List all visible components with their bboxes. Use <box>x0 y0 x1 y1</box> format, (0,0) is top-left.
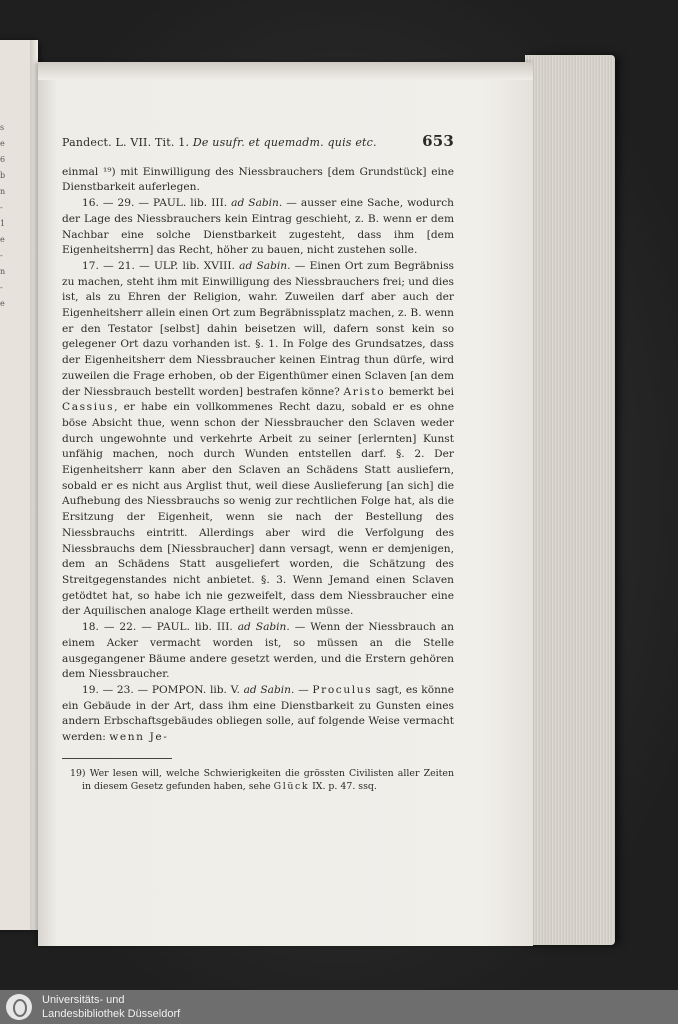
library-logo-icon <box>6 994 32 1020</box>
running-head <box>62 134 454 151</box>
text-run: — <box>294 683 313 696</box>
text-run: ad Sabin. <box>231 197 283 210</box>
paragraph <box>62 683 454 746</box>
library-footer <box>0 990 678 1024</box>
facing-page-mark: n <box>0 267 6 276</box>
facing-page-mark: 1 <box>0 219 6 228</box>
text-run: 19) Wer lesen will, welche Schwierigkeiten die grössten Civilisten aller Zeiten in diesem Gesetz gefunden haben, sehe <box>70 767 454 792</box>
facing-page-mark: e <box>0 139 5 148</box>
facing-page-edge <box>0 40 38 930</box>
footnote <box>62 767 454 793</box>
facing-page-marks <box>0 120 20 312</box>
text-run: , er habe ein vollkommenes Recht dazu, sobald er es ohne böse Absicht thue, wenn schon der Niessbraucher den Sclaven weder durch ungewohnte und verkehrte Arbeit zu seiner [erlernten] Kunst unfähig machen, noch durch Wunden entstellen darf. §. 2. Der Eigenheitsherr kann aber den Sclaven an Schädens Statt ausliefern, sobald er es nicht aus Arglist thut, weil diese Auslieferung [an sich] die Aufhebung des Niessbrauchs so wenig zur rechtlichen Folge hat, als die Ersitzung der Eigenheit, wenn sie nach der Bestellung des Niessbrauchs eintritt. Allerdings aber wird die Verfolgung des Niessbrauchs dem [Niessbraucher] dann versagt, wenn er demjenigen, dem an Schädens Statt ausgeliefert worden, die Schätzung des Streitgegenstandes nicht anbietet. §. 3. Wenn Jemand einen Sclaven getödtet hat, so habe ich nie gezweifelt, dass dem Niessbraucher eine der Aquilischen analoge Klage ertheilt werden müsse. <box>62 401 454 618</box>
text-run: Cassius <box>62 401 115 414</box>
text-run: 16. — 29. — PAUL. lib. III. <box>82 197 232 210</box>
facing-page-mark: - <box>0 203 3 212</box>
facing-page-mark: s <box>0 123 5 132</box>
text-run: sagt, es könne ein Gebäude in der Art, dass ihm eine Dienstbarkeit zu Gunsten eines andern Erbschaftsgebäudes obliegen solle, auf folgende Weise vermacht werden: <box>62 683 454 744</box>
text-run: 19. — 23. — POMPON. lib. V. <box>82 683 244 696</box>
text-run: — ausser eine Sache, wodurch der Lage des Niessbrauchers kein Eintrag geschieht, z. B. wenn er dem Nachbar eine solche Dienstbarkeit zugesteht, dass ihm [dem Eigenheitsherrn] das Recht, höher zu bauen, nicht zustehen solle. <box>62 197 454 257</box>
facing-page-mark: - <box>0 283 3 292</box>
running-head-left: Pandect. L. VII. Tit. 1. <box>62 136 190 149</box>
library-name-line2: Landesbibliothek Düsseldorf <box>42 1008 181 1020</box>
text-run: — Wenn der Niessbrauch an einem Acker vermacht worden ist, so müssen an die Stelle ausgegangener Bäume andere gesetzt werden, und die Erstern gehören dem Niessbraucher. <box>62 621 454 681</box>
running-head-title: De usufr. et quemadm. quis etc. <box>192 136 377 149</box>
text-run: Aristo <box>343 385 386 398</box>
text-run: 18. — 22. — PAUL. lib. III. <box>82 621 238 634</box>
facing-page-mark: - <box>0 251 3 260</box>
text-run: einmal ¹⁹) mit Einwilligung des Niessbrauchers [dem Grundstück] eine Dienstbarkeit auferlegen. <box>62 165 454 194</box>
text-run: ad Sabin. <box>239 259 291 272</box>
text-run: 17. — 21. — ULP. lib. XVIII. <box>82 259 240 272</box>
text-run: bemerkt bei <box>385 385 454 398</box>
body-text <box>62 165 454 746</box>
facing-page-mark: e <box>0 235 5 244</box>
page-stack <box>525 55 615 945</box>
text-run: IX. p. 47. ssq. <box>309 780 377 792</box>
text-run: wenn Je- <box>109 731 169 744</box>
text-run: — Einen Ort zum Begräbniss zu machen, steht ihm mit Einwilligung des Niessbrauchers frei; und dies ist, als zu Ehren der Religion, wahr. Zuweilen darf aber auch der Eigenheitsherr allein einen Ort zum Begräbnissplatz machen, z. B. wenn er den Testator [selbst] dahin beisetzen will, dafern sonst kein so gelegener Ort dazu vorhanden ist. §. 1. In Folge des Grundsatzes, dass der Eigenheitsherr dem Niessbraucher keinen Eintrag thun dürfe, wird zuweilen die Frage erhoben, ob der Eigenthümer einen Sclaven [an dem der Niessbrauch bestellt worden] bestrafen könne? <box>62 259 454 398</box>
text-run: Proculus <box>312 683 373 696</box>
paragraph <box>62 165 454 196</box>
library-name-line1: Universitäts- und <box>42 994 125 1006</box>
footnote-rule <box>62 758 172 759</box>
paragraph <box>62 196 454 259</box>
paragraph <box>62 620 454 683</box>
text-run: ad Sabin. <box>243 683 295 696</box>
facing-page-mark: n <box>0 187 6 196</box>
facing-page-mark: 6 <box>0 155 6 164</box>
facing-page-mark: e <box>0 299 5 308</box>
text-run: ad Sabin. <box>237 621 290 634</box>
page-number: 653 <box>422 132 454 150</box>
paragraph <box>62 259 454 620</box>
page-text <box>62 134 454 793</box>
text-run: Glück <box>273 780 310 792</box>
facing-page-mark: b <box>0 171 6 180</box>
